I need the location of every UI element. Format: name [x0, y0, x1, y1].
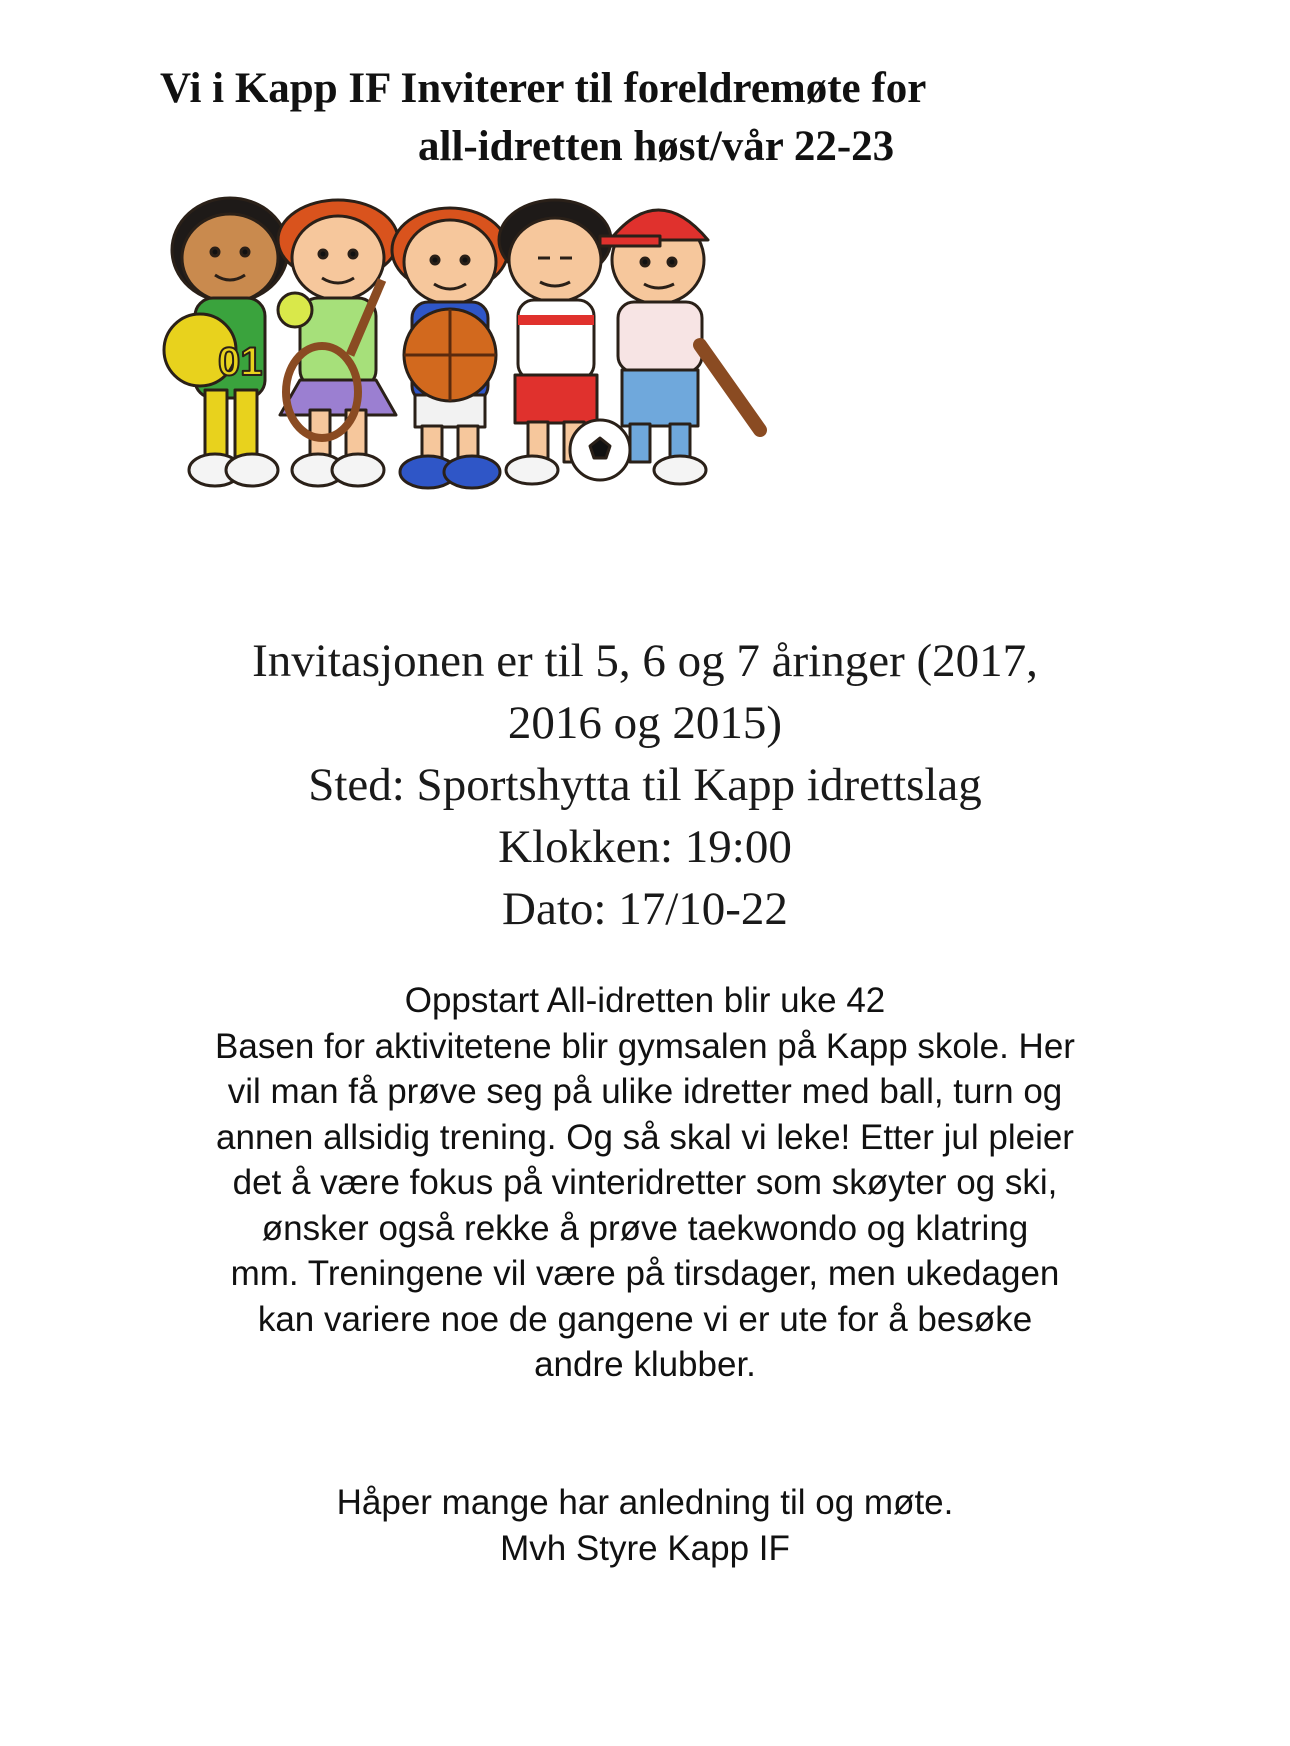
title-line-1: Vi i Kapp IF Inviterer til foreldremøte for [160, 65, 927, 112]
description-line: Oppstart All-idretten blir uke 42 [404, 981, 886, 1020]
description-line: mm. Treningene vil være på tirsdager, men ukedagen [230, 1254, 1060, 1293]
description-line: kan variere noe de gangene vi er ute for å besøke [257, 1299, 1033, 1339]
description-line: ønsker også rekke å prøve taekwondo og klatring [261, 1208, 1029, 1248]
event-place: Sted: Sportshytta til Kapp idrettslag [308, 759, 982, 811]
invitation-line-2: 2016 og 2015) [507, 697, 783, 749]
closing-line: Håper mange har anledning til og møte. [336, 1483, 954, 1522]
description-line: vil man få prøve seg på ulike idretter med ball, turn og [227, 1072, 1063, 1111]
description-line: Basen for aktivitetene blir gymsalen på Kapp skole. Her [215, 1026, 1075, 1066]
title-line-2: all-idretten høst/vår 22-23 [418, 123, 895, 170]
kid-with-basketball [392, 208, 508, 488]
closing-block [0, 1480, 1290, 1572]
event-date: Dato: 17/10-22 [502, 883, 788, 935]
description-line: det å være fokus på vinteridretter som skøyter og ski, [232, 1163, 1058, 1202]
description-block [150, 978, 1140, 1388]
event-time: Klokken: 19:00 [498, 821, 792, 873]
event-details [0, 630, 1290, 940]
kid-with-racket [278, 200, 398, 486]
description-line: annen allsidig trening. Og så skal vi leke! Etter jul pleier [216, 1117, 1074, 1157]
invitation-line-1: Invitasjonen er til 5, 6 og 7 åringer (2017, [252, 635, 1038, 687]
description-line: andre klubber. [534, 1345, 756, 1384]
shirt-number: 01 [218, 340, 263, 384]
kid-with-ball [164, 198, 288, 486]
kids-sports-illustration [160, 180, 860, 540]
signature: Mvh Styre Kapp IF [500, 1529, 790, 1568]
